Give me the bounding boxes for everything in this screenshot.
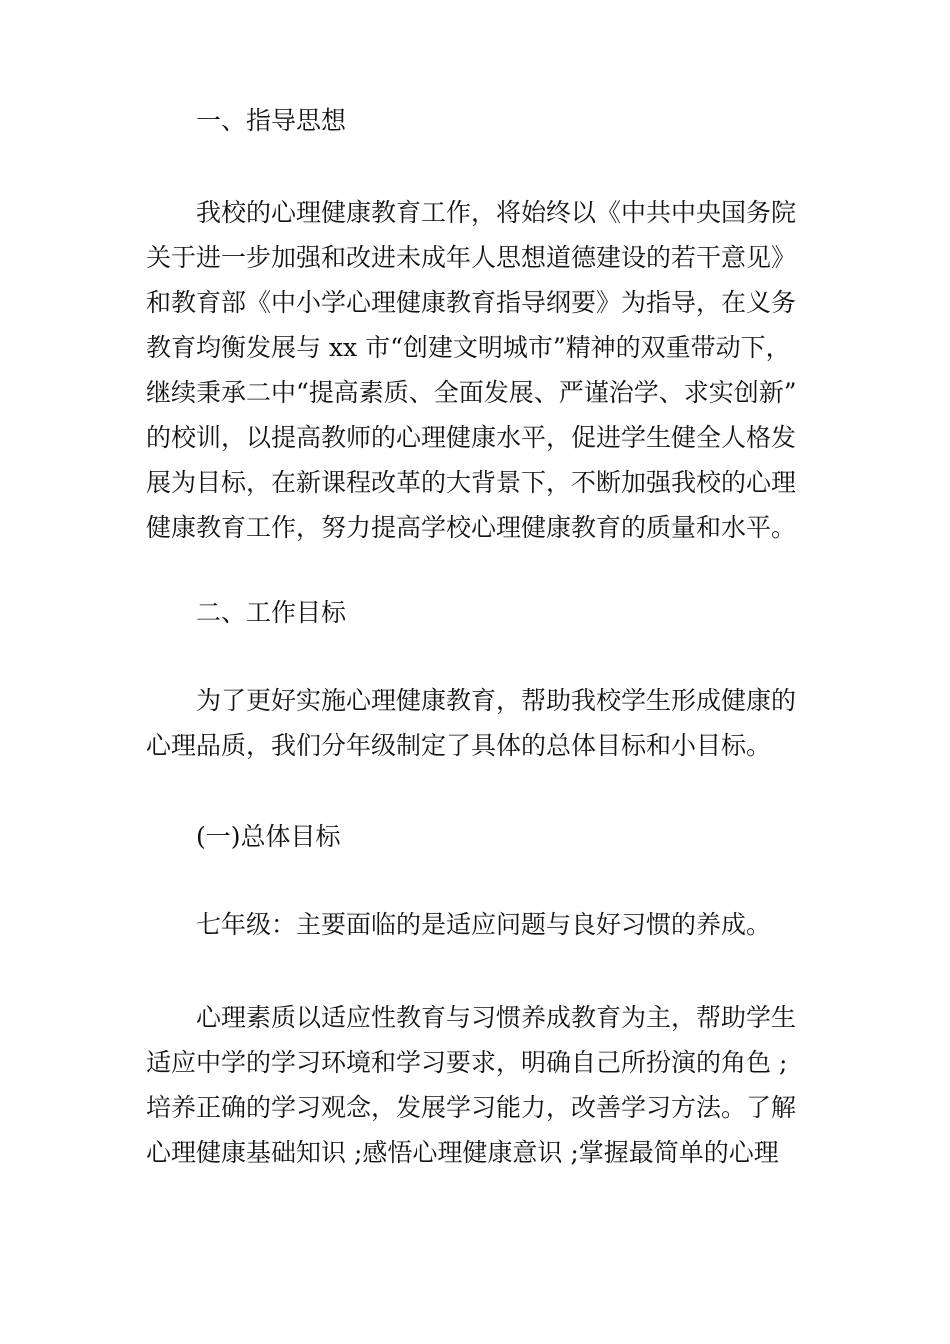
heading-overall-goals [146,814,806,859]
text-line: 健康教育工作，努力提高学校心理健康教育的质量和水平。 [146,513,797,542]
text-line: 继续秉承二中“提高素质、全面发展、严谨治学、求实创新” [146,378,797,407]
text-line: 心理品质，我们分年级制定了具体的总体目标和小目标。 [146,731,772,760]
text-line: 教育均衡发展与 xx 市“创建文明城市”精神的双重带动下， [146,333,791,362]
heading-guiding-ideology [146,98,806,143]
text-line: 心理健康基础知识 ;感悟心理健康意识 ;掌握最简单的心理 [146,1138,779,1167]
heading-line: (一)总体目标 [196,822,341,851]
text-line: 培养正确的学习观念，发展学习能力，改善学习方法。了解 [146,1093,797,1122]
text-line: 为了更好实施心理健康教育，帮助我校学生形成健康的 [196,686,797,715]
text-line: 和教育部《中小学心理健康教育指导纲要》为指导，在义务 [146,288,797,317]
heading-work-goals [146,590,806,635]
text-line: 七年级：主要面临的是适应问题与良好习惯的养成。 [196,910,772,939]
paragraph-work-goals [146,678,806,768]
text-line: 心理素质以适应性教育与习惯养成教育为主，帮助学生 [196,1003,797,1032]
text-line: 我校的心理健康教育工作，将始终以《中共中央国务院 [196,198,797,227]
heading-line: 一、指导思想 [196,106,347,135]
text-line: 的校训，以提高教师的心理健康水平，促进学生健全人格发 [146,423,797,452]
text-line: 展为目标，在新课程改革的大背景下，不断加强我校的心理 [146,468,797,497]
text-line: 关于进一步加强和改进未成年人思想道德建设的若干意见》 [146,243,797,272]
text-line: 适应中学的学习环境和学习要求，明确自己所扮演的角色 ; [146,1048,788,1077]
heading-line: 二、工作目标 [196,598,347,627]
paragraph-psychological-quality [146,995,806,1175]
paragraph-guiding-ideology [146,190,806,550]
paragraph-grade-seven [146,902,806,947]
